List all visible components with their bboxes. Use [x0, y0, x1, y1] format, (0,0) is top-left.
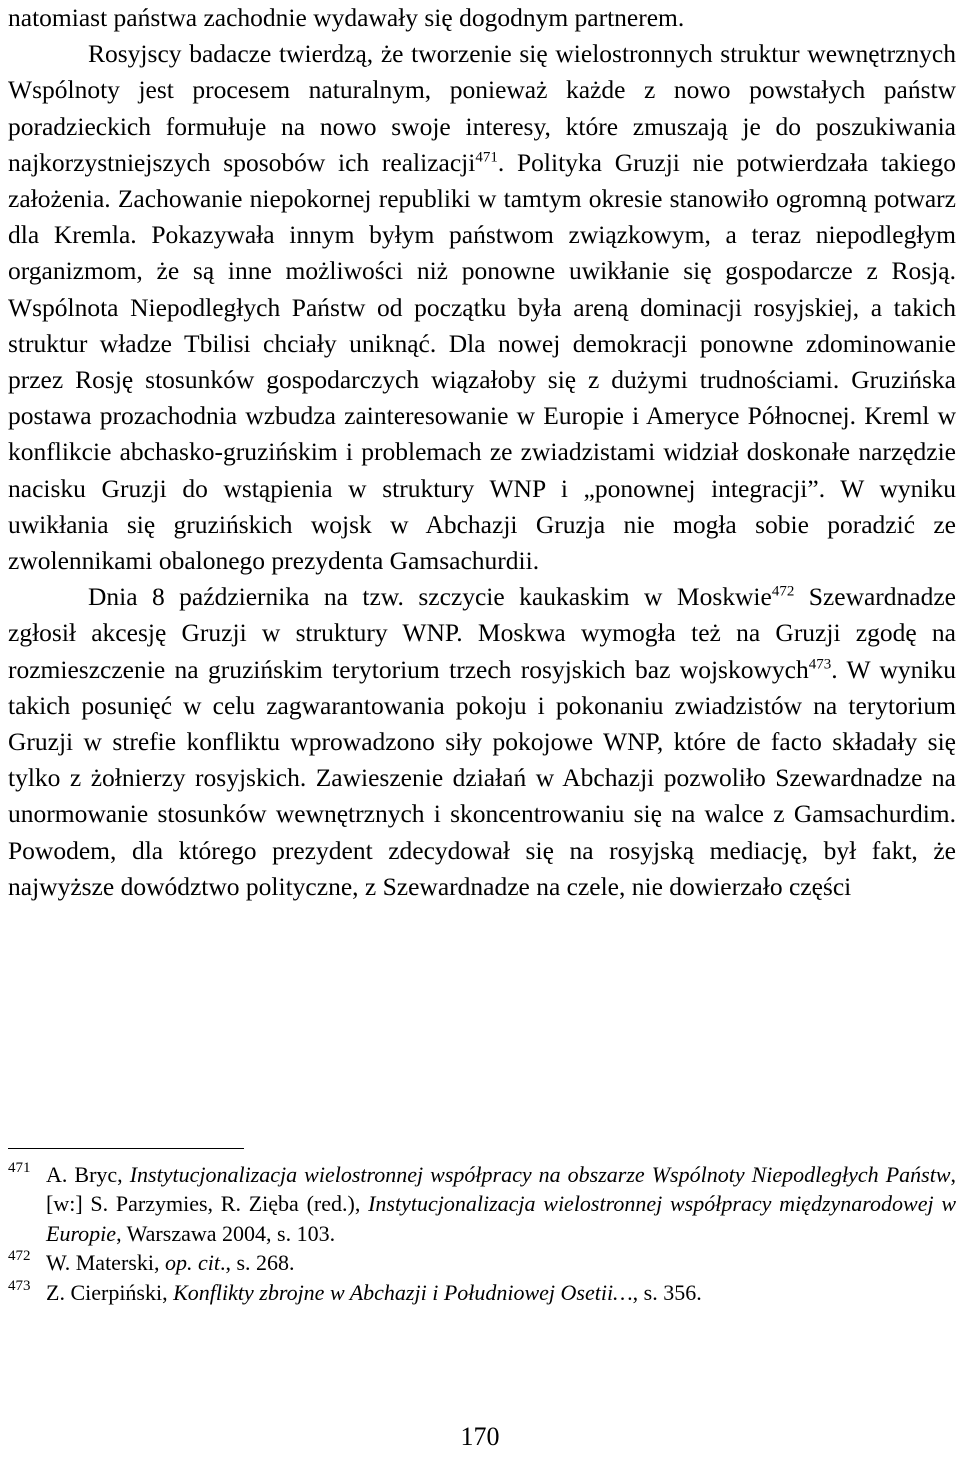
footnote-separator	[8, 1148, 244, 1149]
text-segment: Dnia 8 października na tzw. szczycie kaukaskim w Moskwie	[88, 582, 772, 612]
footnote-title-italic: Instytucjonalizacja wielostronnej współpracy na obszarze Wspólnoty Niepodległych Państw	[129, 1162, 951, 1187]
footnote-title-italic: Instytucjonalizacja wielostronnej współpracy międzynarodowej w Europie	[46, 1191, 957, 1246]
footnote-471	[8, 1160, 956, 1248]
footnote-segment: Z. Cierpiński,	[46, 1279, 174, 1305]
text-segment: . Polityka Gruzji nie potwierdzała takiego założenia. Zachowanie niepokornej republiki w tamtym okresie stanowiło ogromną potwarz dla Kremla. Pokazywała innym byłym państwom związkowym, a teraz niepodległym organizmom, że są inne możliwości niż ponowne uwikłanie się gospodarcze z Rosją. Wspólnota Niepodległych Państw od początku była areną dominacji rosyjskiej, a takich struktur władze Tbilisi chciały uniknąć. Dla nowej demokracji ponowne zdominowanie przez Rosję stosunków gospodarczych wiązałoby się z dużymi trudnościami. Gruzińska postawa prozachodnia wzbudza zainteresowanie w Europie i Ameryce Północnej. Kreml w konflikcie abchasko-gruzińskim i problemach ze zwiadzistami widział doskonałe narzędzie nacisku Gruzji do wstąpienia w struktury WNP i „ponownej integracji”. W wyniku uwikłania się gruzińskich wojsk w Abchazji Gruzja nie mogła sobie poradzić ze zwolennikami obalonego prezydenta Gamsachurdii.	[8, 147, 956, 576]
paragraph-rosyjscy-badacze	[8, 36, 956, 579]
text-segment: Szewardnadze zgłosił akcesję Gruzji w struktury WNP. Moskwa wymogła też na Gruzji zgodę na rozmieszczenie na gruzińskim terytorium trzech rosyjskich baz wojskowych	[8, 582, 956, 684]
footnote-ref-472[interactable]: 472	[771, 583, 795, 600]
text-segment: . W wyniku takich posunięć w celu zagwarantowania pokoju i pokonaniu zwiadzistów na terytorium Gruzji w strefie konfliktu wprowadzono siły pokojowe WNP, które de facto składały się tylko z żołnierzy rosyjskich. Zawieszenie działań w Abchazji pozwoliło Szewardnadze na unormowanie stosunków wewnętrznych i skoncentrowaniu się na walce z Gamsachurdim. Powodem, dla którego prezydent zdecydował się na rosyjską mediację, był fakt, że najwyższe dowództwo polityczne, z Szewardnadze na czele, nie dowierzało części	[8, 654, 956, 901]
paragraph-continuation	[8, 0, 956, 36]
footnote-segment: , s. 356.	[632, 1279, 702, 1305]
main-text	[8, 0, 956, 905]
footnotes-section	[8, 1160, 956, 1307]
footnote-number: 472	[8, 1248, 31, 1265]
footnote-segment: ., s. 268.	[219, 1250, 295, 1276]
footnote-ref-473[interactable]: 473	[808, 656, 832, 673]
footnote-472	[8, 1248, 956, 1277]
footnote-segment: W. Materski,	[46, 1250, 165, 1276]
text-segment: natomiast państwa zachodnie wydawały się dogodnym partnerem.	[8, 3, 685, 32]
footnote-text	[46, 1160, 956, 1248]
footnote-title-italic: op. cit	[164, 1250, 220, 1276]
paragraph-dnia-8-pazdziernika	[8, 579, 956, 905]
document-page	[8, 0, 956, 905]
footnote-segment: A. Bryc,	[46, 1162, 130, 1187]
footnote-number: 471	[8, 1160, 31, 1176]
footnote-title-italic: Konflikty zbrojne w Abchazji i Południowej Osetii…	[173, 1279, 633, 1305]
footnote-segment: , Warszawa 2004, s. 103.	[116, 1220, 336, 1246]
page-number: 170	[460, 1422, 500, 1451]
footnote-text	[46, 1278, 956, 1307]
footnote-segment: , [w:] S. Parzymies, R. Zięba (red.),	[46, 1162, 956, 1217]
footnote-473	[8, 1278, 956, 1307]
footnote-ref-471[interactable]: 471	[475, 149, 498, 166]
footnote-number: 473	[8, 1277, 31, 1294]
footnote-text	[46, 1248, 956, 1277]
text-segment: Rosyjscy badacze twierdzą, że tworzenie się wielostronnych struktur wewnętrznych Wspólnoty jest procesem naturalnym, ponieważ każde z nowo powstałych państw poradzieckich formułuje na nowo swoje interesy, które zmuszają je do poszukiwania najkorzystniejszych sposobów ich realizacji	[8, 39, 956, 177]
